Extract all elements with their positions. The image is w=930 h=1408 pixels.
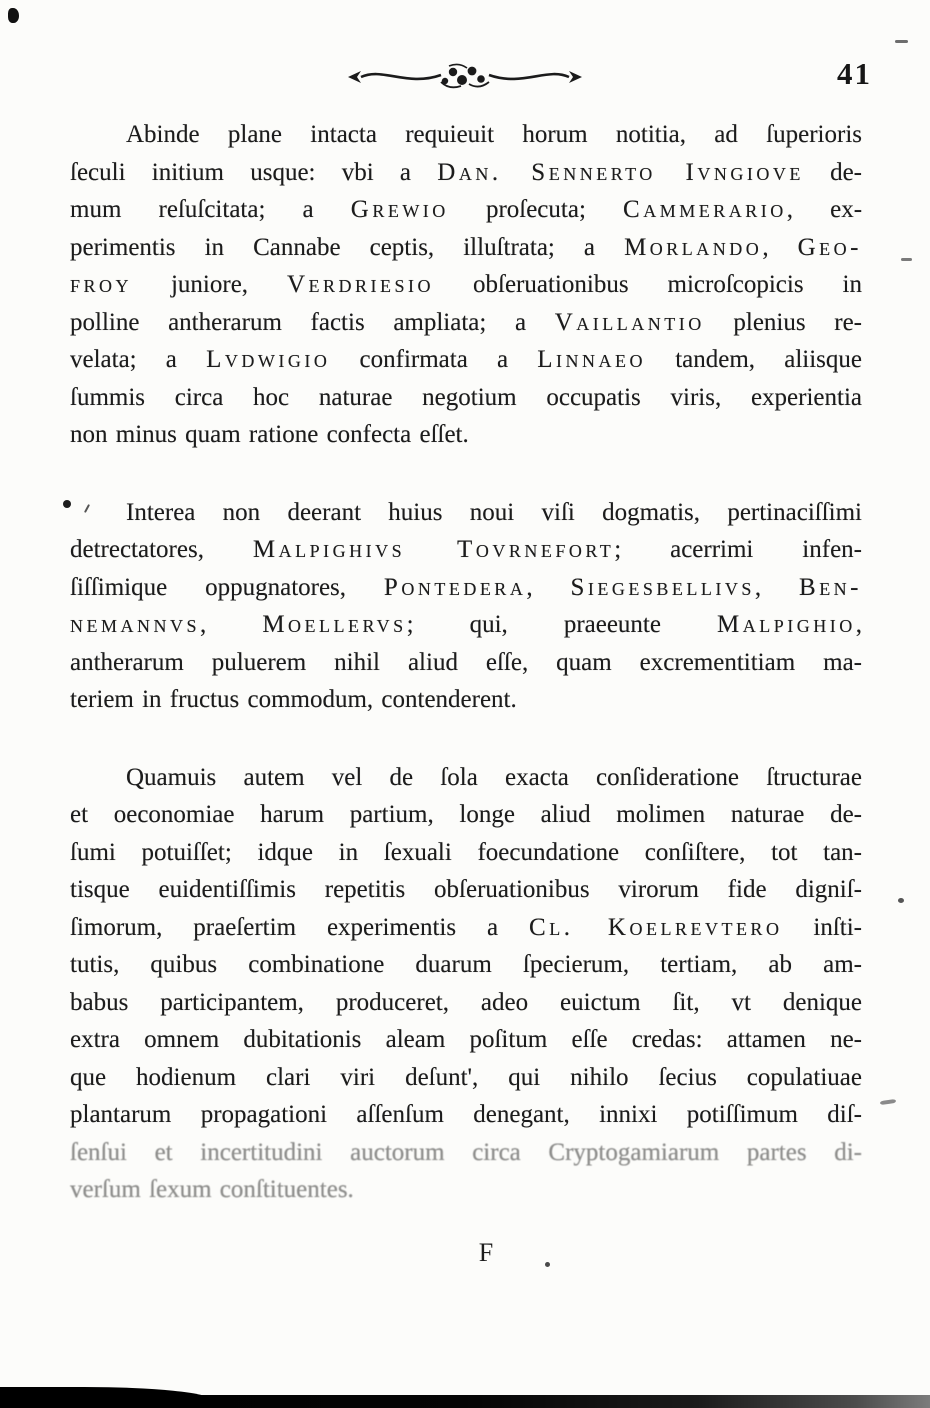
ink-blot-top-left [8, 8, 19, 23]
text-line [70, 304, 862, 342]
small-caps-name: nemannvs [70, 611, 201, 638]
text-segment: polline antherarum factis ampliata; a [70, 308, 555, 336]
text-line [70, 834, 862, 872]
text-segment: ſumi potuiſſet; idque in ſexuali foecundatione conſiſtere, tot tan- [70, 838, 862, 866]
text-line [70, 191, 862, 229]
paragraph [70, 494, 862, 719]
text-segment: , [526, 573, 571, 601]
text-line [70, 1021, 862, 1059]
text-segment: ſeculi initium usque: vbi a [70, 158, 438, 186]
small-caps-name: Linnaeo [537, 346, 647, 373]
text-line [70, 606, 862, 644]
text-segment: teriem in fructus commodum, contenderent. [70, 686, 517, 713]
text-segment: ſummis circa hoc naturae negotium occupatis viris, experientia [70, 383, 862, 411]
text-segment: inſti- [782, 913, 862, 941]
text-segment: ſenſui et incertitudini auctorum circa Cryptogamiarum partes di- [70, 1138, 862, 1166]
text-segment: babus participantem, produceret, adeo euictum ſit, vt denique [70, 988, 862, 1016]
text-segment: tandem, aliisque [646, 346, 862, 373]
page-number: 41 [837, 56, 872, 91]
small-caps-name: Malpighivs Tovrnefort [252, 536, 615, 563]
text-segment: , ex- [786, 196, 863, 223]
ink-speck-signature [545, 1262, 550, 1267]
small-caps-name: Cammerario [623, 196, 787, 223]
printers-flourish-icon [345, 60, 585, 94]
text-line [70, 154, 862, 192]
paragraph [70, 116, 862, 454]
text-segment: Interea non deerant huius noui viſi dogmatis, pertinaciſſimi [126, 498, 862, 526]
text-segment: , [855, 611, 862, 638]
text-segment: ; acerrimi infen- [614, 536, 862, 563]
text-segment: velata; a [70, 346, 207, 373]
text-line [70, 1134, 862, 1172]
text-segment: ſiſſimique oppugnatores, [70, 573, 384, 601]
scan-edge-shadow [0, 1395, 930, 1408]
text-line [70, 416, 862, 454]
small-caps-name: Cl. Koelrevtero [529, 913, 783, 941]
text-line [70, 266, 862, 304]
small-caps-name: Grewio [350, 196, 449, 223]
text-segment: perimentis in Cannabe ceptis, illuſtrata; a [70, 233, 625, 261]
text-line [70, 531, 862, 569]
text-segment: plenius re- [704, 308, 862, 336]
small-caps-name: Dan. Sennerto Ivngiove [437, 158, 804, 186]
signature-mark: F [478, 1238, 494, 1267]
ink-smudge-right-margin [880, 1099, 896, 1105]
text-line [70, 494, 862, 532]
text-segment: detrectatores, [70, 536, 253, 563]
text-segment: ; qui, praeeunte [406, 611, 718, 638]
text-line [70, 569, 862, 607]
header-ornament [0, 60, 930, 99]
text-segment: antherarum puluerem nihil aliud eſſe, quam excrementitiam ma- [70, 648, 862, 676]
small-caps-name: Pontedera [383, 573, 527, 601]
text-line [70, 759, 862, 797]
text-segment: verſum ſexum conſtituentes. [70, 1176, 354, 1203]
small-caps-name: Geo- [797, 233, 862, 261]
text-segment: , [762, 233, 798, 261]
text-line [70, 946, 862, 984]
small-caps-name: Ben- [799, 573, 863, 601]
text-block [70, 116, 862, 1249]
text-segment: Quamuis autem vel de ſola exacta conſideratione ſtructurae [126, 763, 862, 791]
text-line [70, 871, 862, 909]
text-segment: plantarum propagationi aſſenſum denegant, innixi potiſſimum diſ- [70, 1101, 862, 1128]
text-line [70, 984, 862, 1022]
text-segment: , [754, 573, 800, 601]
ink-dash-right-margin [901, 258, 912, 261]
text-line [70, 681, 862, 719]
small-caps-name: froy [70, 271, 133, 298]
text-line [70, 1059, 862, 1097]
text-segment: tisque euidentiſſimis repetitis obſeruationibus virorum fide digniſ- [70, 876, 862, 903]
text-line [70, 379, 862, 417]
small-caps-name: Siegesbellivs [570, 573, 755, 601]
text-segment: proſecuta; [448, 196, 624, 223]
text-segment: tutis, quibus combinatione duarum ſpecierum, tertiam, ab am- [70, 951, 862, 978]
text-segment: ſimorum, praeſertim experimentis a [70, 913, 530, 941]
text-line [70, 1171, 862, 1209]
small-caps-name: Morlando [624, 233, 763, 261]
small-caps-name: Verdriesio [287, 271, 435, 298]
text-segment: Abinde plane intacta requieuit horum notitia, ad ſuperioris [126, 121, 862, 148]
text-line [70, 229, 862, 267]
text-segment: confirmata a [330, 346, 538, 373]
text-line [70, 644, 862, 682]
text-line [70, 1096, 862, 1134]
ink-speck-right-margin [898, 898, 904, 903]
small-caps-name: Malpighio [717, 611, 856, 638]
text-segment: mum reſuſcitata; a [70, 196, 351, 223]
paragraph [70, 759, 862, 1209]
text-line [70, 116, 862, 154]
text-segment: non minus quam ratione confecta eſſet. [70, 421, 469, 448]
text-line [70, 341, 862, 379]
small-caps-name: Vaillantio [554, 308, 705, 336]
ink-dash-right-margin-top [895, 40, 908, 43]
text-segment: extra omnem dubitationis aleam poſitum eſſe credas: attamen ne- [70, 1026, 862, 1053]
text-segment: obſeruationibus microſcopicis in [434, 271, 862, 298]
text-segment: que hodienum clari viri deſunt', qui nihilo ſecius copulatiuae [70, 1063, 862, 1091]
text-segment: de- [803, 158, 863, 186]
text-segment: , [200, 611, 263, 638]
ink-speck-left-margin [63, 500, 71, 508]
small-caps-name: Moellervs [262, 611, 407, 638]
text-line [70, 909, 862, 947]
text-line [70, 796, 862, 834]
text-segment: et oeconomiae harum partium, longe aliud molimen naturae de- [70, 801, 862, 828]
text-segment: juniore, [132, 271, 287, 298]
small-caps-name: Lvdwigio [206, 346, 331, 373]
